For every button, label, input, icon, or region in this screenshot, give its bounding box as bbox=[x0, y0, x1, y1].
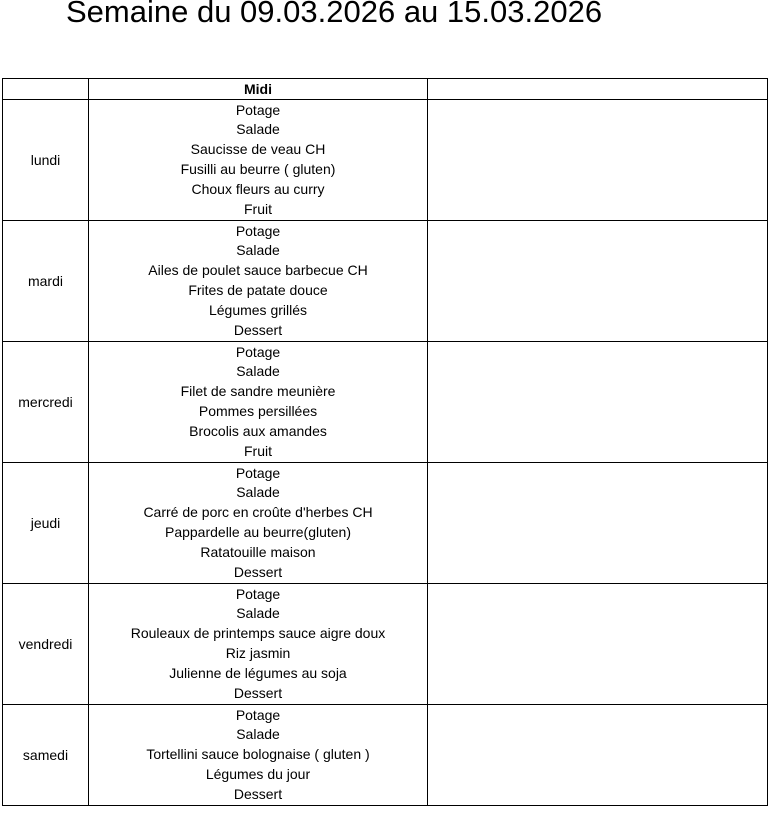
soir-menu-cell bbox=[428, 584, 768, 705]
day-name: samedi bbox=[3, 705, 89, 806]
dish: Salade bbox=[236, 121, 280, 138]
dish: Filet de sandre meunière bbox=[180, 383, 336, 400]
dish: Ratatouille maison bbox=[200, 543, 316, 560]
dish: Potage bbox=[235, 343, 281, 360]
dish: Salade bbox=[236, 363, 280, 380]
weekly-menu-table bbox=[2, 78, 768, 806]
dish: Saucisse de veau CH bbox=[190, 141, 326, 158]
dish: Tortellini sauce bolognaise ( gluten ) bbox=[146, 746, 370, 763]
dish: Potage bbox=[235, 706, 281, 723]
dish: Dessert bbox=[233, 321, 283, 338]
dish: Fruit bbox=[244, 200, 272, 217]
header-soir-cell bbox=[428, 79, 768, 100]
day-name: lundi bbox=[3, 100, 89, 221]
day-row-jeudi bbox=[3, 463, 768, 584]
dish: Salade bbox=[236, 726, 280, 743]
midi-menu-cell bbox=[89, 705, 428, 806]
dish: Carré de porc en croûte d'herbes CH bbox=[143, 504, 373, 521]
dish: Fusilli au beurre ( gluten) bbox=[180, 161, 336, 177]
soir-menu-cell bbox=[428, 463, 768, 584]
soir-menu-cell bbox=[428, 342, 768, 463]
midi-menu-cell bbox=[89, 342, 428, 463]
day-name: jeudi bbox=[3, 463, 89, 584]
day-row-samedi bbox=[3, 705, 768, 806]
page-title: Semaine du 09.03.2026 au 15.03.2026 bbox=[66, 0, 603, 29]
header-midi-cell: Midi bbox=[89, 79, 428, 100]
dish: Dessert bbox=[233, 563, 283, 580]
day-row-mercredi bbox=[3, 342, 768, 463]
soir-menu-cell bbox=[428, 705, 768, 806]
midi-menu-cell bbox=[89, 463, 428, 584]
dish: Frites de patate douce bbox=[188, 282, 328, 298]
day-name: mercredi bbox=[3, 342, 89, 463]
dish: Riz jasmin bbox=[225, 645, 291, 661]
soir-menu-cell bbox=[428, 221, 768, 342]
midi-menu-cell bbox=[89, 100, 428, 221]
day-row-lundi bbox=[3, 100, 768, 221]
dish: Potage bbox=[235, 585, 281, 602]
dish: Julienne de légumes au soja bbox=[169, 664, 347, 681]
day-row-vendredi bbox=[3, 584, 768, 705]
dish: Salade bbox=[236, 484, 280, 501]
dish: Potage bbox=[235, 222, 281, 239]
day-name: vendredi bbox=[3, 584, 89, 705]
dish: Légumes grillés bbox=[208, 301, 308, 318]
midi-menu-cell bbox=[89, 221, 428, 342]
dish: Salade bbox=[236, 242, 280, 259]
dish: Salade bbox=[236, 605, 280, 622]
dish: Fruit bbox=[244, 442, 272, 459]
header-row bbox=[3, 79, 768, 100]
dish: Brocolis aux amandes bbox=[189, 422, 327, 439]
midi-menu-cell bbox=[89, 584, 428, 705]
dish: Potage bbox=[235, 464, 281, 481]
day-row-mardi bbox=[3, 221, 768, 342]
dish: Dessert bbox=[233, 684, 283, 701]
dish: Ailes de poulet sauce barbecue CH bbox=[148, 262, 368, 279]
day-name: mardi bbox=[3, 221, 89, 342]
header-day-cell bbox=[3, 79, 89, 100]
dish: Potage bbox=[235, 101, 281, 118]
dish: Rouleaux de printemps sauce aigre doux bbox=[130, 625, 386, 642]
dish: Pommes persillées bbox=[198, 403, 318, 419]
soir-menu-cell bbox=[428, 100, 768, 221]
dish: Dessert bbox=[233, 785, 283, 802]
dish: Légumes du jour bbox=[205, 765, 311, 782]
dish: Choux fleurs au curry bbox=[191, 180, 325, 197]
dish: Pappardelle au beurre(gluten) bbox=[164, 524, 351, 540]
